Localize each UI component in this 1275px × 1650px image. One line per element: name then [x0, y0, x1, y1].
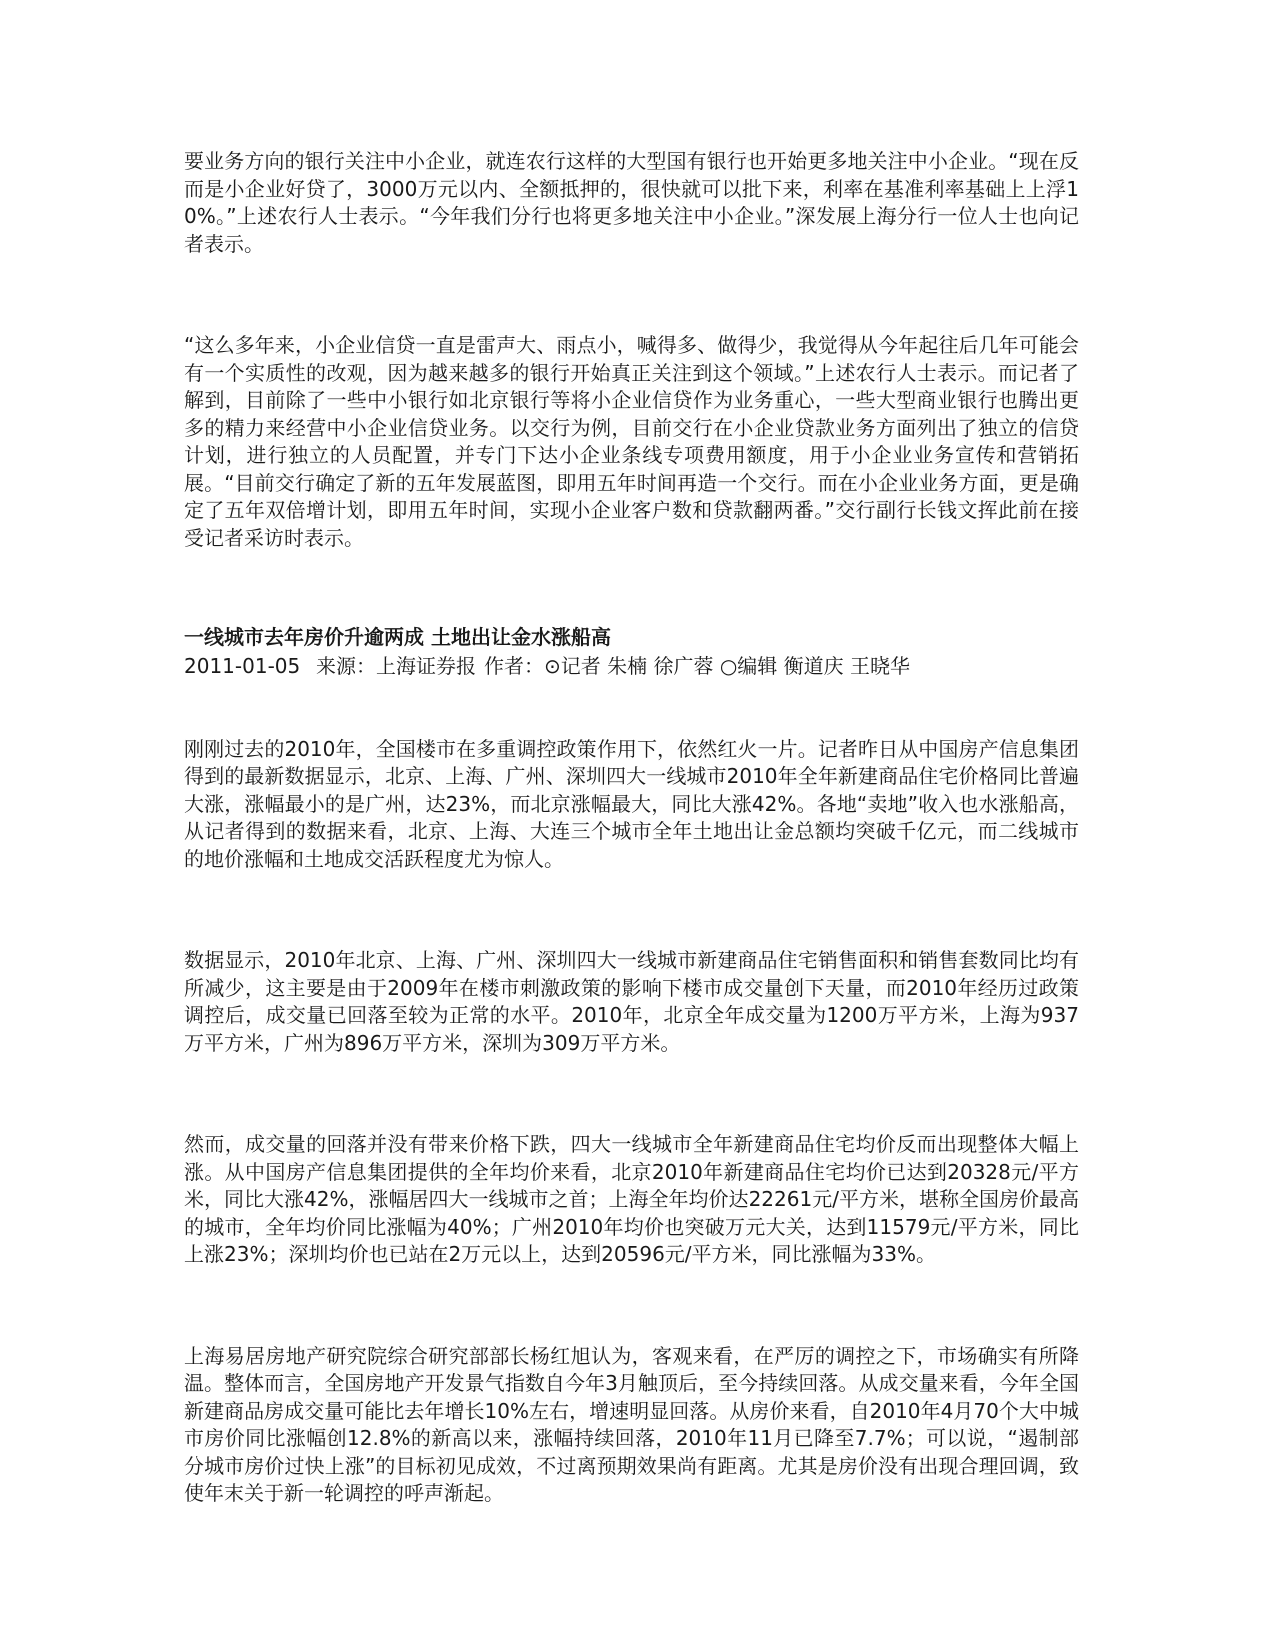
article-author: 作者：⊙记者 朱楠 徐广蓉 ○编辑 衡道庆 王晓华 [484, 653, 910, 678]
article-title: 一线城市去年房价升逾两成 土地出让金水涨船高 [184, 625, 611, 649]
article [184, 624, 1079, 1508]
body-paragraph: “这么多年来，小企业信贷一直是雷声大、雨点小，喊得多、做得少，我觉得从今年起往后几年可能会有一个实质性的改观，因为越来越多的银行开始真正关注到这个领域。”上述农行人士表示。而记者了解到，目前除了一些中小银行如北京银行等将小企业信贷作为业务重心，一些大型商业银行也腾出更多的精力来经营中小企业信贷业务。以交行为例，目前交行在小企业贷款业务方面列出了独立的信贷计划，进行独立的人员配置，并专门下达小企业条线专项费用额度，用于小企业业务宣传和营销拓展。“目前交行确定了新的五年发展蓝图，即用五年时间再造一个交行。而在小企业业务方面，更是确定了五年双倍增计划，即用五年时间，实现小企业客户数和贷款翻两番。”交行副行长钱文挥此前在接受记者采访时表示。 [184, 333, 1079, 550]
body-paragraph: 要业务方向的银行关注中小企业，就连农行这样的大型国有银行也开始更多地关注中小企业。“现在反而是小企业好贷了，3000万元以内、全额抵押的，很快就可以批下来，利率在基准利率基础上上浮10%。”上述农行人士表示。“今年我们分行也将更多地关注中小企业。”深发展上海分行一位人士也向记者表示。 [184, 149, 1079, 256]
article-paragraph: 上海易居房地产研究院综合研究部部长杨红旭认为，客观来看，在严厉的调控之下，市场确实有所降温。整体而言，全国房地产开发景气指数自今年3月触顶后，至今持续回落。从成交量来看，今年全国新建商品房成交量可能比去年增长10%左右，增速明显回落。从房价来看，自2010年4月70个大中城市房价同比涨幅创12.8%的新高以来，涨幅持续回落，2010年11月已降至7.7%；可以说，“遏制部分城市房价过快上涨”的目标初见成效，不过离预期效果尚有距离。尤其是房价没有出现合理回调，致使年末关于新一轮调控的呼声渐起。 [184, 1343, 1079, 1505]
article-source: 来源：上海证券报 [316, 653, 476, 678]
article-date: 2011-01-05 [184, 653, 301, 678]
article-paragraph: 然而，成交量的回落并没有带来价格下跌，四大一线城市全年新建商品住宅均价反而出现整体大幅上涨。从中国房产信息集团提供的全年均价来看，北京2010年新建商品住宅均价已达到20328元/平方米，同比大涨42%，涨幅居四大一线城市之首；上海全年均价达22261元/平方米，堪称全国房价最高的城市，全年均价同比涨幅为40%；广州2010年均价也突破万元大关，达到11579元/平方米，同比上涨23%；深圳均价也已站在2万元以上，达到20596元/平方米，同比涨幅为33%。 [184, 1132, 1079, 1266]
article-paragraph: 数据显示，2010年北京、上海、广州、深圳四大一线城市新建商品住宅销售面积和销售套数同比均有所减少，这主要是由于2009年在楼市刺激政策的影响下楼市成交量创下天量，而2010年经历过政策调控后，成交量已回落至较为正常的水平。2010年，北京全年成交量为1200万平方米，上海为937万平方米，广州为896万平方米，深圳为309万平方米。 [184, 948, 1079, 1055]
document-page [184, 148, 1079, 1508]
article-paragraph: 刚刚过去的2010年，全国楼市在多重调控政策作用下，依然红火一片。记者昨日从中国房产信息集团得到的最新数据显示，北京、上海、广州、深圳四大一线城市2010年全年新建商品住宅价格同比普遍大涨，涨幅最小的是广州，达23%，而北京涨幅最大，同比大涨42%。各地“卖地”收入也水涨船高，从记者得到的数据来看，北京、上海、大连三个城市全年土地出让金总额均突破千亿元，而二线城市的地价涨幅和土地成交活跃程度尤为惊人。 [184, 736, 1079, 871]
article-byline [184, 652, 1079, 680]
